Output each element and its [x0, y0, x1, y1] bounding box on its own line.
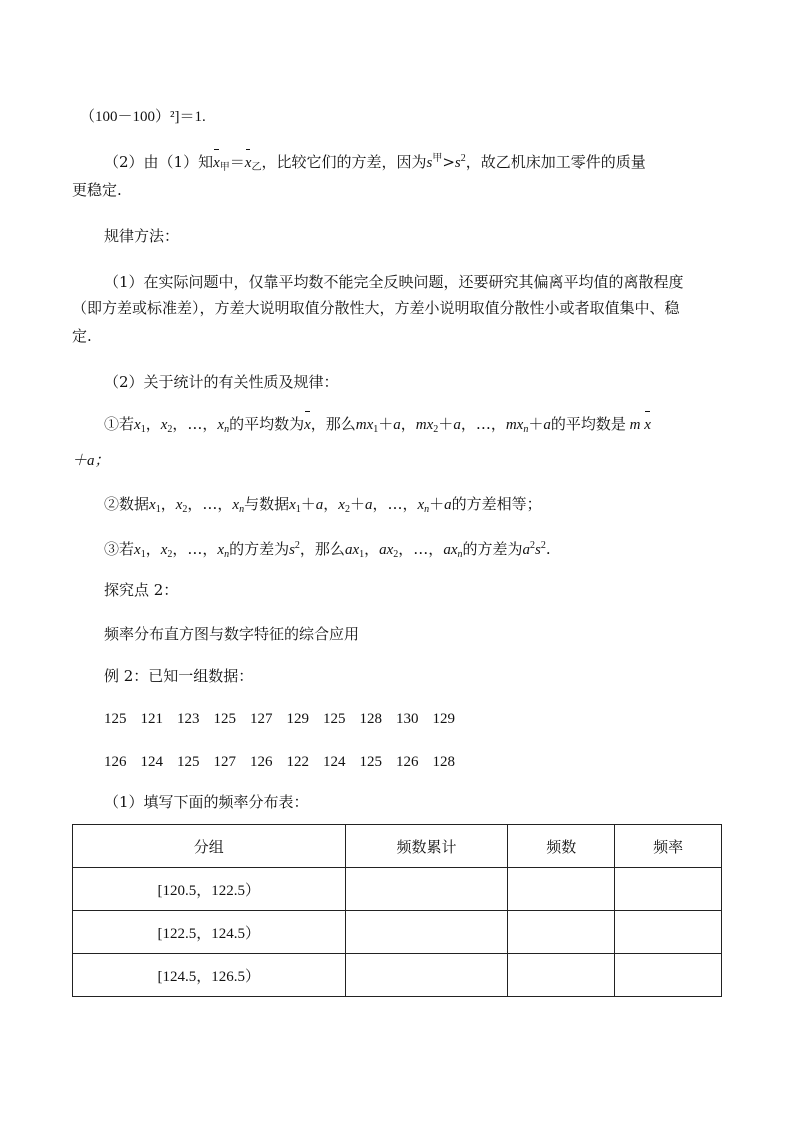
subscript-jia: 甲: [219, 162, 230, 173]
header-cumulative: 频数累计: [345, 825, 508, 868]
comparison-intro: （2）由（1）知: [104, 153, 214, 171]
comparison-end: ，故乙机床加工零件的质量: [465, 153, 646, 171]
rate-cell: [615, 911, 722, 954]
data-value: 123: [177, 711, 200, 727]
header-frequency: 频数: [508, 825, 615, 868]
example-2-heading: 例 2：已知一组数据：: [104, 667, 254, 685]
method-1-line-2: （即方差或标准差），方差大说明取值分散性大，方差小说明取值分散性小或者取值集中、稳: [72, 299, 680, 317]
equals-sign: ＝: [229, 153, 245, 171]
variance-s-jia: s: [426, 155, 433, 171]
rule-3-line: ③若$x_1$，$x_2$，…，$x_n$的方差为$s^2$，那么$ax_1$，$ax_2$，…，$ax_n$的方差为$a^2s^2$.: [104, 540, 551, 560]
data-value: 125: [104, 711, 127, 727]
data-value: 128: [359, 711, 382, 727]
rule-2-with: 与数据: [244, 495, 290, 513]
mean-x-result: x: [644, 417, 651, 433]
formula-tail-line: [80, 106, 206, 127]
superscript-jia: 甲: [432, 153, 443, 164]
rule-2-line: ②数据$x_1$，$x_2$，…，$x_n$与数据$x_1+a$，$x_2+a$，…，$x_n+a$的方差相等；: [104, 495, 542, 515]
group-interval: [124.5，126.5）: [73, 954, 346, 997]
rule-3-then: ，那么: [299, 540, 345, 558]
superscript-2: 2: [460, 153, 466, 164]
data-value: 126: [250, 754, 273, 770]
rule-3-start: ③若: [104, 540, 135, 558]
rule-1-then: ，那么: [310, 415, 356, 433]
mean-x-yi: x: [244, 155, 252, 171]
cumulative-cell: [345, 911, 508, 954]
group-interval: [122.5，124.5）: [73, 911, 346, 954]
table-row: [73, 911, 722, 954]
data-value: 122: [286, 754, 309, 770]
cumulative-cell: [345, 954, 508, 997]
data-value: 128: [432, 754, 455, 770]
formula-tail: （100－100）²]＝1.: [80, 109, 206, 125]
mean-x: x: [304, 417, 311, 433]
explore-point-heading: 探究点 2：: [104, 581, 179, 599]
rule-1-result: 的平均数是: [550, 415, 626, 433]
comparison-line: [104, 149, 646, 178]
data-value: 129: [286, 711, 309, 727]
rule-1-line-1: ①若$x_1$，$x_2$，…，$x_n$的平均数为x，那么$mx_1+a$，$mx_2+a$，…，$mx_n+a$的平均数是 m x: [104, 415, 651, 435]
data-value: 125: [177, 754, 200, 770]
frequency-cell: [508, 868, 615, 911]
greater-than: >: [442, 153, 455, 171]
frequency-cell: [508, 954, 615, 997]
data-value: 124: [323, 754, 346, 770]
data-value: 127: [250, 711, 273, 727]
comparison-cont: 更稳定.: [72, 181, 122, 199]
data-value: 125: [323, 711, 346, 727]
frequency-cell: [508, 911, 615, 954]
table-row: [73, 868, 722, 911]
header-group: 分组: [73, 825, 346, 868]
table-row: [73, 954, 722, 997]
data-row-2: [104, 751, 469, 772]
method-2-heading: （2）关于统计的有关性质及规律：: [104, 373, 339, 391]
data-value: 125: [213, 711, 236, 727]
method-1-line-3: 定.: [72, 327, 92, 345]
cumulative-cell: [345, 868, 508, 911]
rule-1-start: ①若: [104, 415, 135, 433]
data-value: 127: [213, 754, 236, 770]
mean-x-jia: x: [213, 155, 220, 171]
data-row-1: [104, 708, 469, 729]
subscript-yi: 乙: [251, 162, 262, 173]
variance-s-yi: s: [454, 155, 461, 171]
explore-point-title: 频率分布直方图与数字特征的综合应用: [104, 625, 360, 643]
rule-1-line-2: [72, 450, 110, 471]
method-1-line-1: （1）在实际问题中，仅靠平均数不能完全反映问题，还要研究其偏离平均值的离散程度: [104, 273, 684, 291]
rule-1-mean-text: 的平均数为: [229, 415, 305, 433]
method-heading: 规律方法：: [104, 227, 180, 245]
frequency-table: [72, 824, 722, 997]
comparison-middle: ，比较它们的方差，因为: [261, 153, 427, 171]
rule-1-end: ＋a；: [72, 453, 110, 469]
rule-3-variance-2: 的方差为: [462, 540, 523, 558]
group-interval: [120.5，122.5）: [73, 868, 346, 911]
rule-2-start: ②数据: [104, 495, 150, 513]
question-1: （1）填写下面的频率分布表：: [104, 793, 309, 811]
data-value: 130: [396, 711, 419, 727]
rate-cell: [615, 954, 722, 997]
header-rate: 频率: [615, 825, 722, 868]
data-value: 126: [396, 754, 419, 770]
rate-cell: [615, 868, 722, 911]
data-value: 121: [140, 711, 163, 727]
data-value: 126: [104, 754, 127, 770]
data-value: 125: [359, 754, 382, 770]
data-value: 124: [140, 754, 163, 770]
data-value: 129: [432, 711, 455, 727]
rule-3-variance: 的方差为: [229, 540, 290, 558]
table-header-row: [73, 825, 722, 868]
rule-2-end: 的方差相等；: [451, 495, 542, 513]
